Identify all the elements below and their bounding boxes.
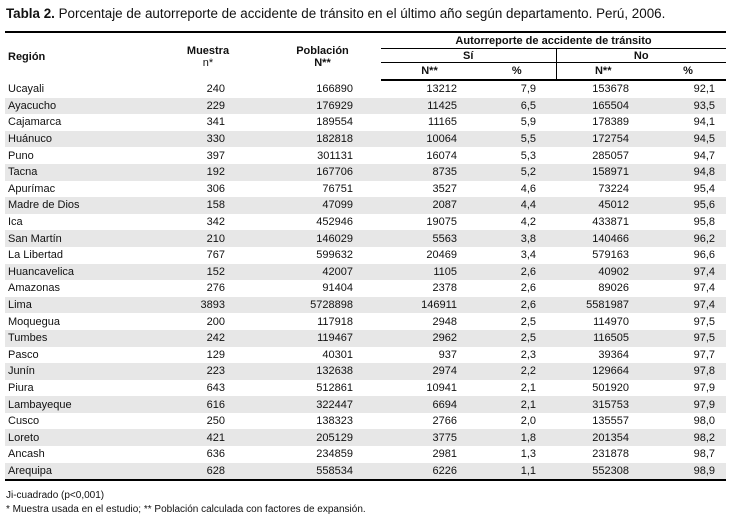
cell-region: Tacna <box>5 164 152 181</box>
cell-muestra: 200 <box>206 315 225 328</box>
cell-region: Amazonas <box>8 282 60 295</box>
cell-no-n: 165504 <box>556 98 650 115</box>
cell-poblacion: 189554 <box>316 116 353 129</box>
table-number: Tabla 2. <box>6 6 55 21</box>
header-muestra-mark: n* <box>202 56 214 69</box>
cell-region: Junín <box>5 363 152 380</box>
cell-muestra: 152 <box>152 264 264 281</box>
cell-muestra: 616 <box>152 396 264 413</box>
header-no-n: N** <box>556 63 650 81</box>
cell-poblacion: 76751 <box>322 182 353 195</box>
cell-no-pct: 97,5 <box>693 315 716 328</box>
cell-poblacion: 47099 <box>264 197 381 214</box>
cell-poblacion: 167706 <box>264 164 381 181</box>
cell-si-n: 146911 <box>381 297 478 314</box>
cell-muestra: 397 <box>206 149 225 162</box>
cell-no-n: 116505 <box>556 330 650 347</box>
cell-poblacion: 512861 <box>316 381 353 394</box>
cell-no-n: 135557 <box>592 415 629 428</box>
table-row <box>5 330 726 347</box>
cell-no-pct: 94,7 <box>693 149 716 162</box>
cell-no-pct: 97,9 <box>693 381 716 394</box>
cell-region: Puno <box>8 149 34 162</box>
cell-no-n: 129664 <box>556 363 650 380</box>
cell-muestra: 643 <box>206 381 225 394</box>
note-chi-square: Ji-cuadrado (p<0,001) <box>6 490 105 501</box>
cell-no-n: 114970 <box>593 315 629 328</box>
cell-no-pct: 97,4 <box>650 297 726 314</box>
cell-no-pct: 98,7 <box>693 448 716 461</box>
cell-muestra: 628 <box>152 463 264 481</box>
cell-region: La Libertad <box>8 249 64 262</box>
cell-no-pct: 92,1 <box>693 83 716 96</box>
table-body <box>5 80 726 480</box>
cell-si-pct: 4,4 <box>478 197 556 214</box>
header-poblacion <box>264 32 381 80</box>
cell-si-n: 11165 <box>428 116 457 129</box>
table-row <box>5 463 726 481</box>
table-row <box>5 363 726 380</box>
cell-si-n: 3527 <box>432 182 457 195</box>
table-row <box>5 347 726 364</box>
cell-si-pct: 2,0 <box>520 415 536 428</box>
cell-no-pct: 97,9 <box>650 396 726 413</box>
cell-no-n: 178389 <box>592 116 629 129</box>
table-row <box>5 247 726 264</box>
cell-region: Apurímac <box>8 182 56 195</box>
cell-poblacion: 182818 <box>264 131 381 148</box>
cell-no-pct: 96,2 <box>650 230 726 247</box>
cell-poblacion: 40301 <box>322 348 353 361</box>
table-row <box>5 197 726 214</box>
cell-si-pct: 3,8 <box>478 230 556 247</box>
cell-si-n: 19075 <box>426 216 457 229</box>
data-table <box>5 31 726 481</box>
cell-poblacion: 132638 <box>264 363 381 380</box>
cell-poblacion: 166890 <box>316 82 353 95</box>
cell-region: Lambayeque <box>5 396 152 413</box>
cell-si-pct: 1,8 <box>478 429 556 446</box>
cell-muestra: 330 <box>152 131 264 148</box>
cell-region: Ica <box>8 216 23 229</box>
cell-no-n: 579163 <box>592 249 629 262</box>
cell-si-pct: 2,3 <box>520 348 536 361</box>
table-row <box>5 280 726 297</box>
cell-no-pct: 93,5 <box>650 98 726 115</box>
cell-no-pct: 98,2 <box>650 429 726 446</box>
cell-si-pct: 2,5 <box>520 315 536 328</box>
cell-muestra: 229 <box>152 98 264 115</box>
cell-poblacion: 599632 <box>316 249 353 262</box>
cell-si-n: 2962 <box>381 330 478 347</box>
cell-no-n: 285057 <box>592 149 629 162</box>
cell-no-pct: 94,1 <box>693 116 716 129</box>
table-row <box>5 297 726 314</box>
cell-si-n: 6226 <box>381 463 478 481</box>
cell-no-pct: 97,4 <box>650 264 726 281</box>
table-row <box>5 313 726 330</box>
header-si-n: N** <box>381 63 478 81</box>
cell-no-n: 5581987 <box>556 297 650 314</box>
cell-si-pct: 2,5 <box>478 330 556 347</box>
cell-si-pct: 2,6 <box>478 297 556 314</box>
cell-si-n: 2766 <box>432 415 457 428</box>
cell-si-pct: 1,3 <box>520 448 536 461</box>
cell-si-n: 11425 <box>381 98 478 115</box>
cell-poblacion: 91404 <box>322 282 353 295</box>
cell-si-n: 1105 <box>381 264 478 281</box>
cell-muestra: 342 <box>206 216 225 229</box>
cell-poblacion: 117918 <box>317 315 353 328</box>
table-row <box>5 396 726 413</box>
cell-si-pct: 3,4 <box>520 249 536 262</box>
cell-muestra: 767 <box>206 249 225 262</box>
table-row <box>5 413 726 430</box>
cell-no-pct: 97,8 <box>650 363 726 380</box>
cell-si-pct: 2,6 <box>520 282 536 295</box>
cell-no-n: 73224 <box>598 182 629 195</box>
cell-no-pct: 97,4 <box>693 282 716 295</box>
table-row <box>5 164 726 181</box>
cell-poblacion: 558534 <box>264 463 381 481</box>
table-notes <box>6 489 366 517</box>
cell-si-n: 5563 <box>381 230 478 247</box>
cell-poblacion: 146029 <box>264 230 381 247</box>
table-row <box>5 264 726 281</box>
cell-region: Ayacucho <box>5 98 152 115</box>
cell-si-pct: 5,5 <box>478 131 556 148</box>
cell-poblacion: 301131 <box>317 149 353 162</box>
cell-region: Huánuco <box>5 131 152 148</box>
cell-muestra: 250 <box>206 415 225 428</box>
cell-muestra: 242 <box>152 330 264 347</box>
cell-si-pct: 2,1 <box>478 396 556 413</box>
cell-poblacion: 42007 <box>264 264 381 281</box>
cell-si-n: 2948 <box>432 315 457 328</box>
cell-region: Cusco <box>8 415 40 428</box>
cell-muestra: 158 <box>152 197 264 214</box>
cell-muestra: 240 <box>206 82 225 95</box>
table-row <box>5 181 726 198</box>
cell-si-n: 937 <box>438 348 457 361</box>
table-header <box>5 32 726 80</box>
cell-si-pct: 2,1 <box>520 381 536 394</box>
cell-muestra: 210 <box>152 230 264 247</box>
cell-si-pct: 7,9 <box>520 83 536 96</box>
table-row <box>5 380 726 397</box>
header-no-pct: % <box>650 63 726 81</box>
cell-si-n: 6694 <box>381 396 478 413</box>
cell-region: Cajamarca <box>8 116 62 129</box>
cell-region: Piura <box>8 381 34 394</box>
header-si-pct: % <box>478 63 556 81</box>
header-si: Sí <box>381 49 556 63</box>
table-row <box>5 98 726 115</box>
cell-si-pct: 2,2 <box>478 363 556 380</box>
cell-no-n: 501920 <box>592 381 629 394</box>
cell-no-n: 39364 <box>598 348 629 361</box>
table-row <box>5 230 726 247</box>
table-row <box>5 147 726 164</box>
cell-muestra: 306 <box>206 182 225 195</box>
note-footnote: * Muestra usada en el estudio; ** Población calculada con factores de expansión. <box>6 504 366 515</box>
cell-si-pct: 6,5 <box>478 98 556 115</box>
table-row <box>5 214 726 231</box>
cell-no-n: 89026 <box>598 282 629 295</box>
table-row <box>5 131 726 148</box>
header-muestra-label: Muestra <box>186 44 230 57</box>
cell-si-pct: 5,9 <box>520 116 536 129</box>
cell-region: Loreto <box>5 429 152 446</box>
header-poblacion-mark: N** <box>314 56 331 69</box>
cell-no-n: 40902 <box>556 264 650 281</box>
cell-poblacion: 138323 <box>316 415 353 428</box>
cell-region: San Martín <box>5 230 152 247</box>
cell-no-n: 153678 <box>592 83 629 96</box>
table-title <box>6 6 726 22</box>
cell-no-n: 201354 <box>556 429 650 446</box>
cell-region: Ancash <box>8 448 45 461</box>
cell-muestra: 192 <box>152 164 264 181</box>
cell-muestra: 3893 <box>152 297 264 314</box>
cell-si-n: 20469 <box>426 249 457 262</box>
cell-poblacion: 205129 <box>264 429 381 446</box>
cell-si-n: 2087 <box>381 197 478 214</box>
cell-no-n: 433871 <box>592 216 629 229</box>
cell-region: Madre de Dios <box>5 197 152 214</box>
cell-no-n: 552308 <box>556 463 650 481</box>
cell-si-n: 16074 <box>426 149 457 162</box>
cell-region: Huancavelica <box>5 264 152 281</box>
table-row <box>5 80 726 98</box>
cell-si-pct: 5,2 <box>478 164 556 181</box>
header-poblacion-label: Población <box>296 44 349 57</box>
cell-poblacion: 452946 <box>316 216 353 229</box>
cell-si-pct: 5,3 <box>520 149 536 162</box>
header-muestra <box>152 32 264 80</box>
cell-no-pct: 95,4 <box>693 182 716 195</box>
cell-muestra: 129 <box>206 348 225 361</box>
cell-muestra: 341 <box>206 116 225 129</box>
cell-no-pct: 98,9 <box>650 463 726 481</box>
cell-si-pct: 4,2 <box>520 216 536 229</box>
cell-no-pct: 94,5 <box>650 131 726 148</box>
cell-region: Arequipa <box>5 463 152 481</box>
cell-no-pct: 96,6 <box>693 249 716 262</box>
cell-si-n: 10064 <box>381 131 478 148</box>
cell-no-n: 140466 <box>556 230 650 247</box>
cell-no-pct: 98,0 <box>693 415 716 428</box>
cell-si-n: 13212 <box>426 83 457 96</box>
cell-region: Tumbes <box>5 330 152 347</box>
header-no: No <box>556 49 726 63</box>
cell-no-n: 172754 <box>556 131 650 148</box>
header-region: Región <box>5 32 152 80</box>
cell-si-n: 8735 <box>381 164 478 181</box>
cell-si-pct: 2,6 <box>478 264 556 281</box>
cell-poblacion: 176929 <box>264 98 381 115</box>
cell-no-pct: 95,8 <box>693 216 716 229</box>
header-autorreporte: Autorreporte de accidente de tránsito <box>381 32 726 49</box>
cell-no-n: 45012 <box>556 197 650 214</box>
cell-si-n: 2378 <box>432 282 457 295</box>
cell-muestra: 421 <box>152 429 264 446</box>
cell-no-pct: 94,8 <box>650 164 726 181</box>
cell-no-pct: 95,6 <box>650 197 726 214</box>
cell-si-pct: 4,6 <box>520 182 536 195</box>
cell-no-pct: 97,7 <box>693 348 716 361</box>
cell-region: Lima <box>5 297 152 314</box>
cell-no-n: 315753 <box>556 396 650 413</box>
cell-si-pct: 1,1 <box>478 463 556 481</box>
cell-poblacion: 234859 <box>316 448 353 461</box>
cell-no-n: 158971 <box>556 164 650 181</box>
cell-si-n: 2974 <box>381 363 478 380</box>
cell-si-n: 3775 <box>381 429 478 446</box>
cell-no-pct: 97,5 <box>650 330 726 347</box>
cell-poblacion: 119467 <box>264 330 381 347</box>
cell-region: Pasco <box>8 348 39 361</box>
cell-muestra: 223 <box>152 363 264 380</box>
table-row <box>5 446 726 463</box>
cell-poblacion: 322447 <box>264 396 381 413</box>
cell-si-n: 10941 <box>426 381 457 394</box>
cell-si-n: 2981 <box>432 448 457 461</box>
cell-no-n: 231878 <box>592 448 629 461</box>
cell-muestra: 276 <box>206 282 225 295</box>
cell-muestra: 636 <box>206 448 225 461</box>
cell-region: Ucayali <box>8 82 45 95</box>
table-row <box>5 429 726 446</box>
cell-poblacion: 5728898 <box>264 297 381 314</box>
table-caption: Porcentaje de autorreporte de accidente de tránsito en el último año según departamento. Perú, 2006. <box>58 6 666 21</box>
table-row <box>5 114 726 131</box>
cell-region: Moquegua <box>8 315 60 328</box>
